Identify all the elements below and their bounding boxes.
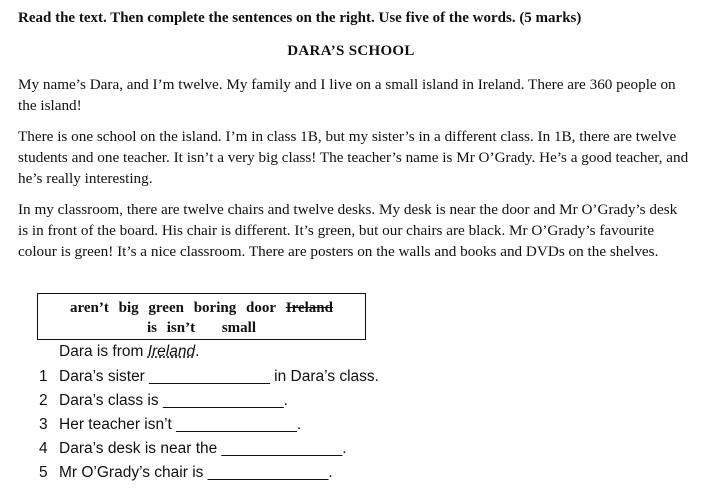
question-text: Mr O’Grady’s chair is	[59, 464, 208, 481]
question-number: 3	[39, 416, 48, 433]
question-text-end: .	[328, 464, 333, 481]
word-option: is	[146, 320, 157, 336]
example-sentence	[59, 343, 199, 361]
question-4	[39, 440, 347, 458]
word-box	[37, 293, 366, 340]
passage-title: DARA’S SCHOOL	[287, 43, 415, 59]
question-text-end: .	[342, 440, 347, 457]
word-box-row-1	[38, 300, 365, 317]
question-text-end: .	[296, 416, 302, 433]
question-1	[39, 368, 379, 386]
word-option: boring	[193, 300, 237, 316]
instructions: Read the text. Then complete the sentences on the right. Use five of the words. (5 marks)	[18, 10, 582, 26]
example-suffix: .	[195, 343, 200, 360]
question-text-end: .	[283, 392, 288, 409]
answer-blank[interactable]: ______________	[207, 464, 329, 481]
question-text: Dara’s sister	[59, 368, 150, 385]
word-box-row-2	[38, 320, 365, 337]
example-answer: Ireland	[147, 343, 196, 360]
question-5	[39, 464, 333, 482]
word-option: isn’t	[166, 320, 196, 336]
answer-blank[interactable]: ______________	[162, 392, 284, 409]
answer-blank[interactable]: ______________	[221, 440, 343, 457]
paragraph-1: My name’s Dara, and I’m twelve. My family and I live on a small island in Ireland. There are 360 people on the island!	[18, 76, 676, 114]
example-prefix: Dara is from	[59, 343, 148, 360]
question-text: Dara’s desk is near the	[59, 440, 222, 457]
word-option: aren’t	[70, 300, 109, 316]
word-option: big	[118, 300, 139, 316]
paragraph-3: In my classroom, there are twelve chairs and twelve desks. My desk is near the door and Mr O’Grady’s desk is in front of the board. His chair is different. It’s green, but our chairs are black. Mr O’Grady’s favourite colour is green! It’s a nice classroom. There are posters on the walls and books and DVDs on the shelves.	[18, 201, 678, 260]
word-option: small	[221, 320, 257, 336]
question-text: Dara’s class is	[59, 392, 163, 409]
question-text: Her teacher isn’t	[59, 416, 177, 433]
answer-blank[interactable]: ______________	[149, 368, 270, 385]
question-number: 4	[39, 440, 48, 457]
question-number: 5	[39, 464, 48, 481]
question-text-end: in Dara’s class.	[269, 368, 379, 385]
word-option: door	[245, 300, 276, 316]
answer-blank[interactable]: ______________	[176, 416, 297, 433]
question-3	[39, 416, 301, 434]
word-option: green	[148, 300, 184, 316]
question-number: 1	[39, 368, 48, 385]
question-number: 2	[39, 392, 48, 409]
question-2	[39, 392, 288, 410]
paragraph-2: There is one school on the island. I’m in class 1B, but my sister’s in a different class. In 1B, there are twelve students and one teacher. It isn’t a very big class! The teacher’s name is Mr O’Grady. He’s a good teacher, and he’s really interesting.	[18, 128, 689, 187]
word-option-used: Ireland	[285, 300, 333, 316]
